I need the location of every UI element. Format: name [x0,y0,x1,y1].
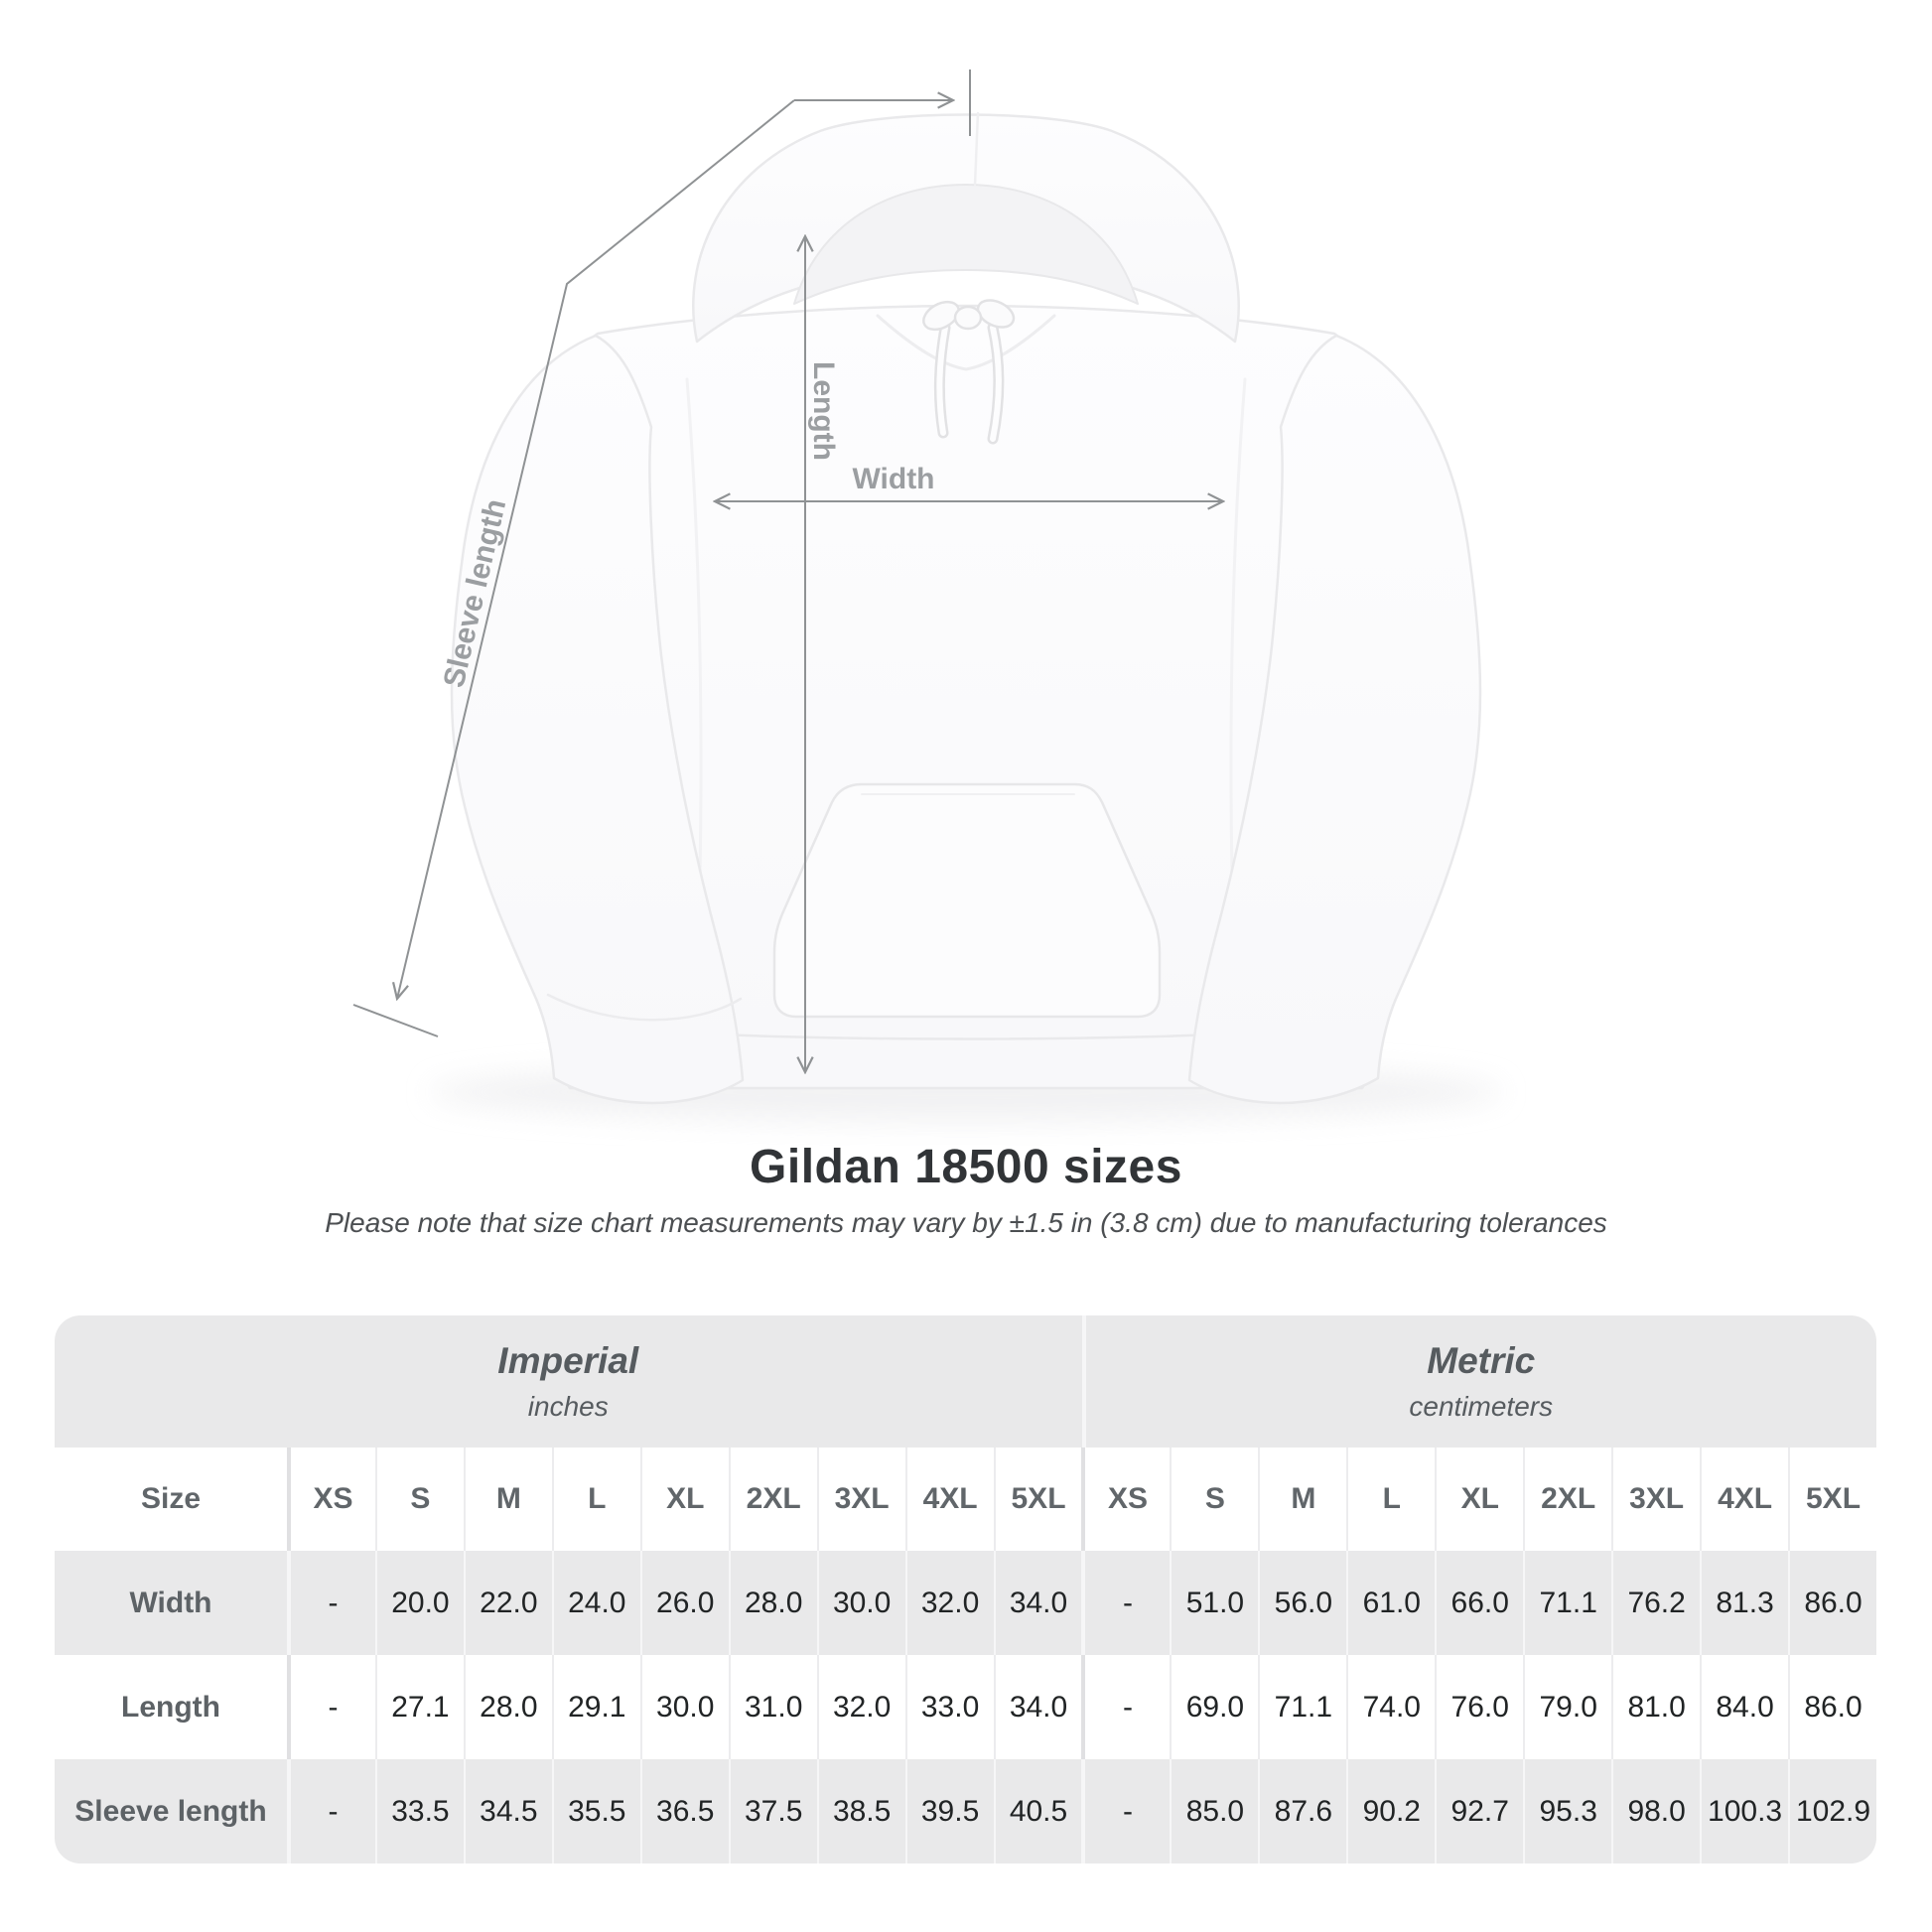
measurement-value-cell: 33.5 [375,1759,464,1863]
measurement-value-cell: 90.2 [1346,1759,1435,1863]
unit-header-row [55,1315,1876,1448]
measurement-value-cell: 39.5 [905,1759,994,1863]
measurement-row [55,1655,1876,1759]
measurement-value-cell: 61.0 [1346,1551,1435,1655]
measurement-value-cell: - [287,1759,375,1863]
measurement-value-cell: 79.0 [1523,1655,1611,1759]
measurement-value-cell: 98.0 [1611,1759,1700,1863]
measurement-value-cell: 37.5 [729,1759,817,1863]
imperial-section-header [55,1315,1082,1448]
measurement-value-cell: 92.7 [1435,1759,1523,1863]
size-header-cell: 5XL [1788,1448,1876,1551]
measurement-value-cell: 34.5 [464,1759,552,1863]
measurement-value-cell: 30.0 [640,1655,729,1759]
imperial-label: Imperial [497,1340,639,1381]
kangaroo-pocket [774,784,1160,1017]
measurement-value-cell: 86.0 [1788,1655,1876,1759]
measurement-value-cell: 87.6 [1258,1759,1346,1863]
measurement-row-label: Width [129,1586,212,1619]
measurement-value-cell: 32.0 [817,1655,905,1759]
measurement-value-cell: 81.3 [1700,1551,1788,1655]
measurement-value-cell: 40.5 [994,1759,1082,1863]
size-header-cell: M [1258,1448,1346,1551]
tolerance-note: Please note that size chart measurements may vary by ±1.5 in (3.8 cm) due to manufacturing tolerances [325,1207,1607,1238]
hoodie-illustration [452,113,1480,1103]
measurement-value-cell: - [287,1655,375,1759]
measurement-value-cell: 35.5 [552,1759,640,1863]
size-header-cell: L [1346,1448,1435,1551]
size-header-row [55,1448,1876,1551]
measurement-value-cell: 31.0 [729,1655,817,1759]
measurement-value-cell: 32.0 [905,1551,994,1655]
measurement-value-cell: 84.0 [1700,1655,1788,1759]
size-header-cell: XL [640,1448,729,1551]
measurement-value-cell: 20.0 [375,1551,464,1655]
measurement-value-cell: - [1081,1759,1170,1863]
size-header-cell: XS [1081,1448,1170,1551]
measurement-value-cell: - [1081,1655,1170,1759]
size-header-cell: 5XL [994,1448,1082,1551]
sleeve-end-tick [353,1005,438,1036]
size-header-cell: 3XL [1611,1448,1700,1551]
measurement-value-cell: 81.0 [1611,1655,1700,1759]
measurement-value-cell: 86.0 [1788,1551,1876,1655]
width-label: Width [852,463,935,495]
measurement-value-cell: 74.0 [1346,1655,1435,1759]
size-header-cell: M [464,1448,552,1551]
metric-label: Metric [1427,1340,1536,1381]
measurement-value-cell: 71.1 [1523,1551,1611,1655]
measurement-value-cell: 71.1 [1258,1655,1346,1759]
size-header-cell: S [375,1448,464,1551]
measurement-value-cell: 66.0 [1435,1551,1523,1655]
measurement-value-cell: - [287,1551,375,1655]
measurement-value-cell: 69.0 [1170,1655,1258,1759]
size-header-cell: XS [287,1448,375,1551]
measurement-value-cell: 27.1 [375,1655,464,1759]
measurement-value-cell: 33.0 [905,1655,994,1759]
measurement-row [55,1759,1876,1863]
measurement-row [55,1551,1876,1655]
size-header-cell: S [1170,1448,1258,1551]
measurement-value-cell: 34.0 [994,1655,1082,1759]
measurement-value-cell: 85.0 [1170,1759,1258,1863]
measurement-value-cell: 51.0 [1170,1551,1258,1655]
size-header-cell: 4XL [905,1448,994,1551]
measurement-value-cell: 76.0 [1435,1655,1523,1759]
measurement-value-cell: 26.0 [640,1551,729,1655]
size-header-cell: 2XL [729,1448,817,1551]
size-table [55,1315,1876,1863]
size-header-cell: L [552,1448,640,1551]
length-label: Length [807,361,840,461]
measurement-value-cell: 28.0 [729,1551,817,1655]
measurement-value-cell: 28.0 [464,1655,552,1759]
measurement-row-label: Sleeve length [74,1794,267,1828]
size-header-cell: 2XL [1523,1448,1611,1551]
size-header-cell: 4XL [1700,1448,1788,1551]
measurement-value-cell: - [1081,1551,1170,1655]
measurement-value-cell: 95.3 [1523,1759,1611,1863]
size-header-cell: XL [1435,1448,1523,1551]
size-header-cell: 3XL [817,1448,905,1551]
measurement-value-cell: 56.0 [1258,1551,1346,1655]
measurement-value-cell: 38.5 [817,1759,905,1863]
measurement-value-cell: 34.0 [994,1551,1082,1655]
metric-section-header [1082,1315,1877,1448]
size-column-header: Size [140,1482,202,1515]
measurement-value-cell: 22.0 [464,1551,552,1655]
measurement-value-cell: 76.2 [1611,1551,1700,1655]
imperial-sublabel: inches [527,1391,609,1422]
measurement-value-cell: 24.0 [552,1551,640,1655]
page-title: Gildan 18500 sizes [750,1141,1182,1193]
measurement-value-cell: 36.5 [640,1759,729,1863]
sleeve-length-label: Sleeve length [437,495,513,691]
measurement-value-cell: 100.3 [1700,1759,1788,1863]
measurement-row-label: Length [121,1690,220,1724]
metric-sublabel: centimeters [1409,1391,1554,1422]
measurement-value-cell: 30.0 [817,1551,905,1655]
measurement-value-cell: 102.9 [1788,1759,1876,1863]
measurement-value-cell: 29.1 [552,1655,640,1759]
